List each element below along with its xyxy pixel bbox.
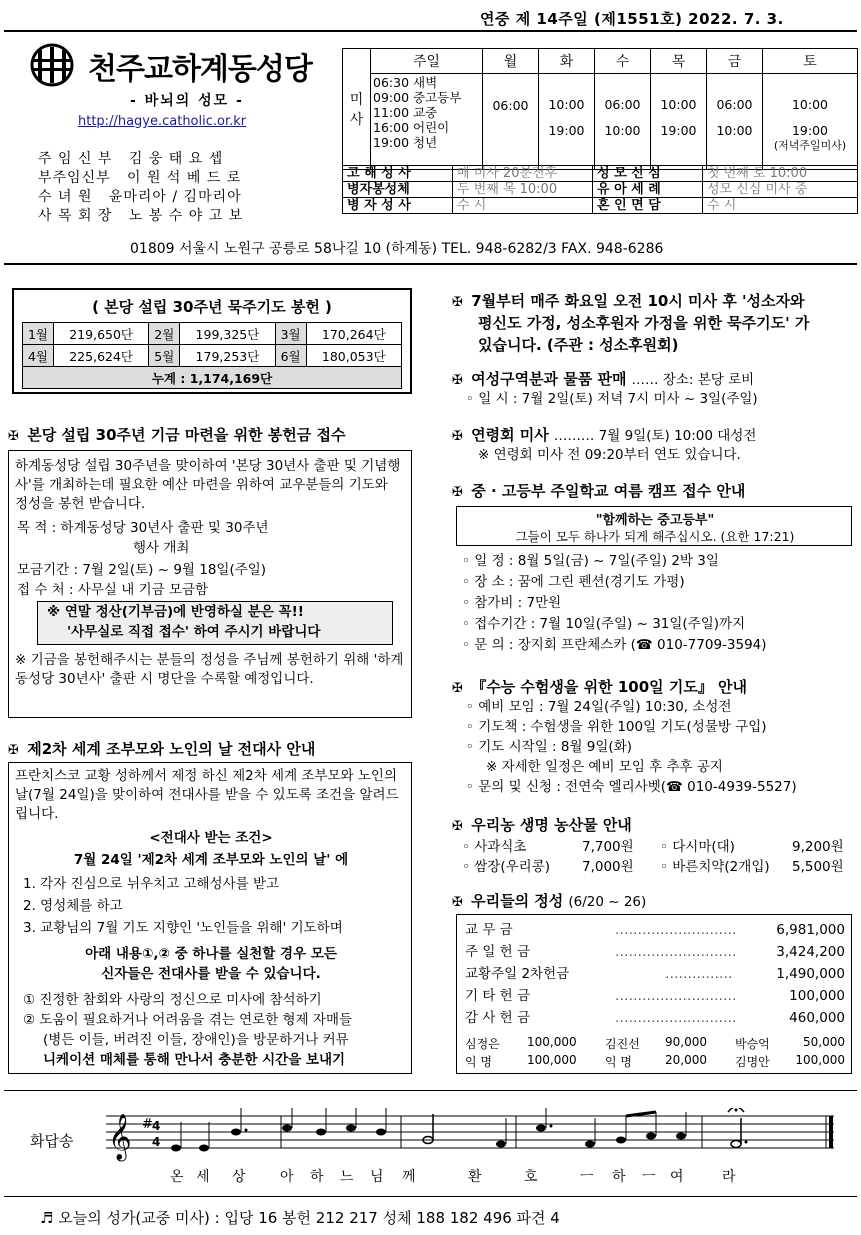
- farm-title: ✠ 우리농 생명 농산물 안내: [452, 816, 632, 834]
- pledge-title: ( 본당 설립 30주년 묵주기도 봉헌 ): [92, 298, 332, 316]
- staff-row: 부주임신부 이 원 석 베 드 로: [38, 170, 242, 186]
- rosary-notice: ✠ 7월부터 매주 화요일 오전 10시 미사 후 '성소자와: [452, 292, 805, 310]
- cross-icon: ✠: [452, 295, 463, 310]
- camp-motto-box: "함께하는 중고등부" 그들이 모두 하나가 되게 해주십시오. (요한 17:21): [456, 506, 852, 546]
- top-rule: [4, 30, 857, 32]
- sale-title: ✠ 여성구역분과 물품 판매 …… 장소: 본당 로비: [452, 370, 755, 388]
- offering-title: ✠ 우리들의 정성 (6/20 ~ 26): [452, 892, 647, 910]
- church-logo-icon: [22, 42, 82, 88]
- psalm-staff-icon: [106, 1108, 836, 1164]
- rg-title: ✠ 연령회 미사 ……… 7월 9일(토) 10:00 대성전: [452, 426, 757, 444]
- psalm-label: 화답송: [30, 1132, 74, 1150]
- cross-icon: ✠: [8, 743, 19, 758]
- church-motto: - 바뇌의 성모 -: [130, 93, 244, 109]
- rosary-notice-line3: 있습니다. (주관 : 성소후원회): [478, 336, 679, 354]
- staff-row: 수 녀 원 윤마리아 / 김마리아: [38, 189, 242, 205]
- svg-text:𝄞: 𝄞: [108, 1114, 132, 1160]
- cross-icon: ✠: [452, 485, 463, 500]
- donation-box: 하계동성당 설립 30주년을 맞이하여 '본당 30년사 출판 및 기념행사'를 개최하는데 필요한 예산 마련을 위하여 교우분들의 기도와 정성을 봉헌 받습니다. 목 적 : 하계동성당 30년사 출판 및 30주년 행사 개최 모금기간 : 7월 2일(토) ~ 9월 18일(주일) 접 수 처 : 사무실 내 기금 모금함 ※ 연말 정산(기부금)에 반영하실 분은 꼭!! '사무실로 직접 접수' 하여 주시기 바랍니다 ※ 기금을 봉헌해주시는 분들의 정성을 주님께 봉헌하기 위해 '하계동성당 30년사' 출판 시 명단을 수록할 예정입니다.: [8, 450, 412, 718]
- rosary-notice-line2: 평신도 가정, 성소후원자 가정을 위한 묵주기도' 가: [478, 314, 810, 332]
- date-line: 연중 제 14주일 (제1551호) 2022. 7. 3.: [480, 10, 784, 28]
- header-rule: [4, 263, 857, 265]
- pledge-table: 1월 219,650단 2월 199,325단 3월 170,264단 4월 225,624단 5월 179,253단 6월 180,053단 누계 : 1,174,169단: [22, 322, 402, 389]
- footer-rule: [4, 1196, 857, 1197]
- cross-icon: ✠: [452, 895, 463, 910]
- offering-box: 교 무 금 ……………………… 6,981,000 주 일 헌 금 ……………………… 3,424,200 교황주일 2차헌금 …………… 1,490,000 기 타 헌 금 ……………………… 100,000 감 사 헌 금 ……………………… 460,000 심정은 100,000 김진선 90,000 박승억 50,000 익 명 100,000 익 명 20,000 김명안 100,000: [456, 914, 852, 1074]
- svg-text:#: #: [142, 1117, 153, 1132]
- mass-schedule-table: 미사 주일 월 화 수 목 금 토 06:30 새벽 09:00 중고등부 11:00 교중 16:00 어린이 19:00 청년 06:00 10:00 19:00 06:00 10:00 10:00 19:00 06:00 10:00 10:00 19:00 (저녁주일미사): [342, 48, 858, 170]
- cross-icon: ✠: [452, 373, 463, 388]
- church-url-link[interactable]: http://hagye.catholic.or.kr: [78, 114, 247, 129]
- sacrament-info-table: 고 해 성 사 매 미사 20분전후 성 모 신 심 첫 번째 토 10:00 병자봉성체 두 번째 목 10:00 유 아 세 례 성모 신심 미사 중 병 자 성 사 수 시 혼 인 면 담 수 시: [342, 165, 858, 214]
- farm-row-2: ◦ 쌈장(우리콩) 7,000원 ◦ 바른치약(2개입) 5,500원: [462, 859, 844, 875]
- staff-row: 주 임 신 부 김 웅 태 요 셉: [38, 151, 224, 167]
- cross-icon: ✠: [452, 819, 463, 834]
- cross-icon: ✠: [8, 429, 19, 444]
- exam-title: ✠ 『수능 수험생을 위한 100일 기도』 안내: [452, 678, 748, 696]
- farm-row-1: ◦ 사과식초 7,700원 ◦ 다시마(대) 9,200원: [462, 839, 844, 855]
- rosary-pledge-box: [12, 288, 412, 394]
- cross-icon: ✠: [452, 681, 463, 696]
- svg-text:4: 4: [152, 1135, 161, 1149]
- svg-text:4: 4: [152, 1119, 161, 1133]
- staff-row: 사 목 회 장 노 봉 수 야 고 보: [38, 208, 244, 224]
- indulgence-title: ✠ 제2차 세계 조부모와 노인의 날 전대사 안내: [8, 740, 316, 758]
- sale-time: ◦ 일 시 : 7월 2일(토) 저녁 7시 미사 ~ 3일(주일): [466, 391, 758, 407]
- mass-label: 미사: [343, 49, 371, 170]
- church-address: 01809 서울시 노원구 공릉로 58나길 10 (하계동) TEL. 948-6282/3 FAX. 948-6286: [130, 241, 664, 257]
- camp-title: ✠ 중 · 고등부 주일학교 여름 캠프 접수 안내: [452, 482, 746, 500]
- rg-note: ※ 연령회 미사 전 09:20부터 연도 있습니다.: [478, 447, 741, 463]
- hymn-footer: ♬ 오늘의 성가(교중 미사) : 입당 16 봉헌 212 217 성체 188 182 496 파견 4: [40, 1209, 560, 1227]
- church-name: 천주교하계동성당: [88, 52, 312, 87]
- psalm-lyrics: 온 세 상 아 하 느 님 께 환 호 ㅡ 하 ㅡ 여 라: [170, 1169, 736, 1185]
- cross-icon: ✠: [452, 429, 463, 444]
- donation-title: ✠ 본당 설립 30주년 기금 마련을 위한 봉헌금 접수: [8, 426, 346, 444]
- indulgence-box: 프란치스코 교황 성하께서 제정 하신 제2차 세계 조부모와 노인의 날(7월 24일)을 맞이하여 전대사를 받을 수 있도록 조건을 알려드립니다. <전대사 받는 조건> 7월 24일 '제2차 세계 조부모와 노인의 날' 에 1. 각자 진심으로 뉘우치고 고해성사를 받고 2. 영성체를 하고 3. 교황님의 7월 기도 지향인 '노인들을 위해' 기도하며 아래 내용①,② 중 하나를 실천할 경우 모든 신자들은 전대사를 받을 수 있습니다. ① 진정한 참회와 사랑의 정신으로 미사에 참석하기 ② 도움이 필요하거나 어려움을 겪는 연로한 형제 자매들 (병든 이들, 버려진 이들, 장애인)을 방문하거나 커뮤 니케이션 매체를 통해 만나서 충분한 시간을 보내기: [8, 762, 412, 1074]
- psalm-rule: [4, 1090, 857, 1091]
